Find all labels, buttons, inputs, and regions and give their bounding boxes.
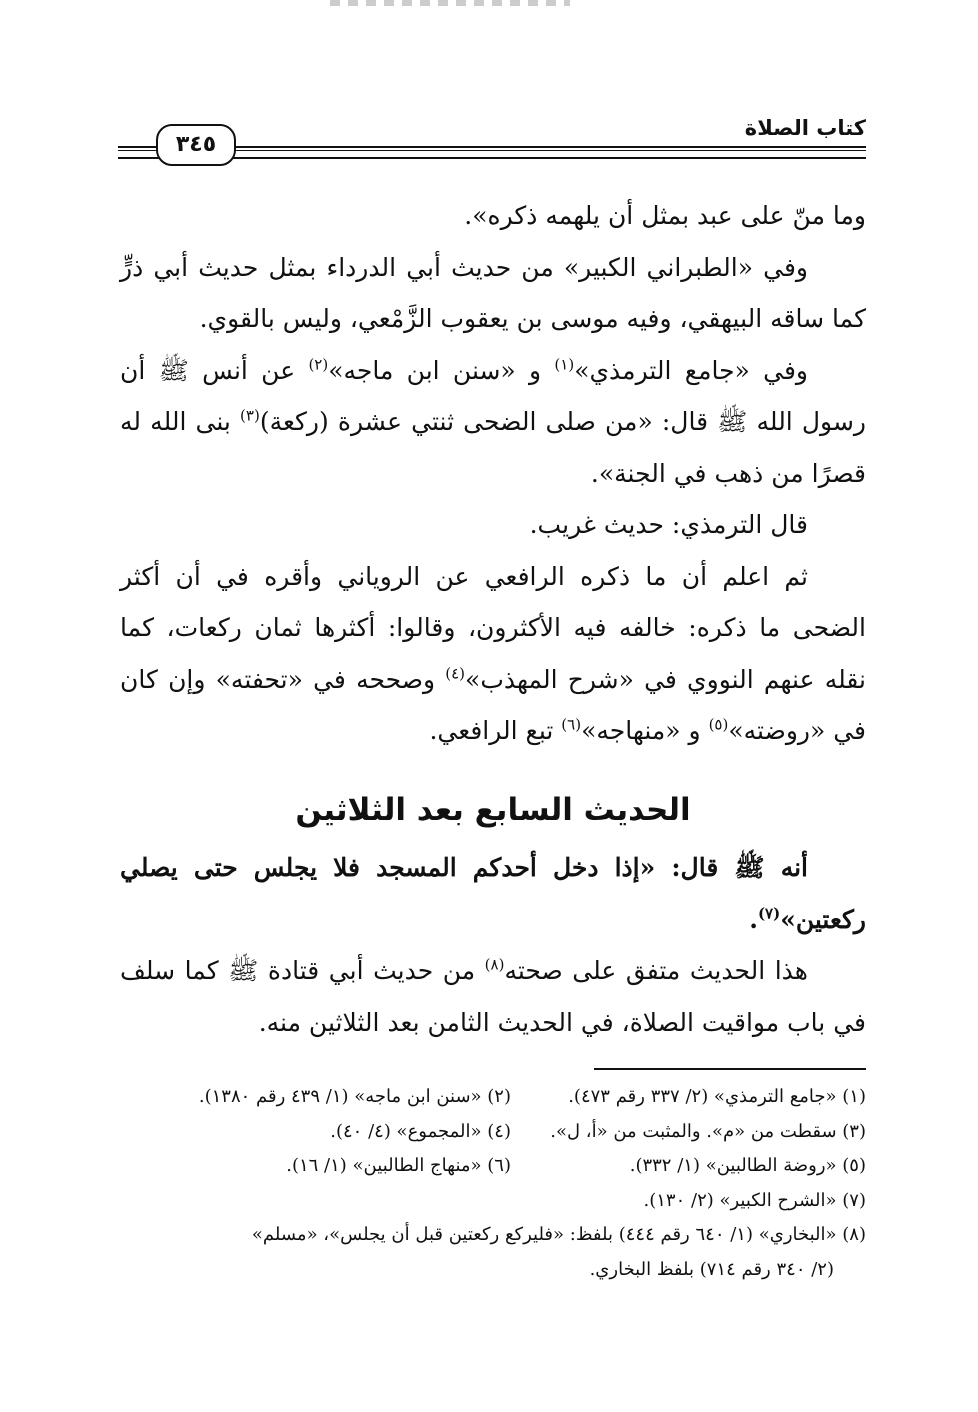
footnote-row <box>110 1115 866 1150</box>
footnote-ref-7[interactable]: (٧) <box>757 904 781 923</box>
text-segment: من حديث أبي قتادة ﷺ كما سلف في باب مواقيت الصلاة، في الحديث الثامن بعد الثلاثين منه. <box>120 956 866 1037</box>
text-segment: وصححه في «تحفته» وإن كان في «روضته» <box>120 664 866 745</box>
footnote-ref-8[interactable]: (٨) <box>484 955 505 974</box>
footnote-separator <box>594 1068 866 1070</box>
chapter-title: كتاب الصلاة <box>744 116 866 140</box>
text-segment: هذا الحديث متفق على صحته <box>504 956 808 985</box>
footnote-ref-3[interactable]: (٣) <box>240 406 260 425</box>
text-segment: أنه ﷺ قال: «إذا دخل أحدكم المسجد فلا يجلس حتى يصلي ركعتين» <box>120 853 866 934</box>
hadith-text <box>120 842 866 945</box>
footnote-2: (٢) «سنن ابن ماجه» (١/ ٤٣٩ رقم ١٣٨٠). <box>198 1086 511 1107</box>
footnote-ref-2[interactable]: (٢) <box>308 355 329 374</box>
footnote-row <box>110 1184 866 1219</box>
footnotes <box>110 1080 866 1287</box>
text-segment: وفي «جامع الترمذي» <box>574 355 808 385</box>
text-segment: . <box>749 904 758 934</box>
paragraph-4: قال الترمذي: حديث غريب. <box>529 510 808 539</box>
footnote-8 <box>110 1218 866 1287</box>
footnote-8-line-1: (٨) «البخاري» (١/ ٦٤٠ رقم ٤٤٤) بلفظ: «فليركع ركعتين قبل أن يجلس»، «مسلم» <box>251 1224 866 1245</box>
text-segment: عن أنس ﷺ أن رسول الله ﷺ قال: «من صلى الضحى ثنتي عشرة (ركعة) <box>120 355 866 436</box>
page-number: ٣٤٥ <box>156 124 236 166</box>
footnote-8-line-2: (٢/ ٣٤٠ رقم ٧١٤) بلفظ البخاري. <box>589 1258 834 1280</box>
running-header <box>118 112 866 162</box>
footnote-5: (٥) «روضة الطالبين» (١/ ٣٣٢). <box>629 1155 866 1176</box>
text-segment: ثم اعلم أن ما ذكره الرافعي عن الروياني وأقره في أن أكثر الضحى ما ذكره: خالفه فيه الأكثرون، وقالوا: أكثرها ثمان ركعات، كما نقله عنهم النووي في «شرح المهذب» <box>120 561 866 694</box>
footnote-4: (٤) «المجموع» (٤/ ٤٠). <box>330 1120 511 1142</box>
footnote-row <box>110 1149 866 1184</box>
footnote-row <box>110 1080 866 1115</box>
section-heading: الحديث السابع بعد الثلاثين <box>295 791 691 828</box>
paragraph-3 <box>120 345 866 500</box>
paragraph-5 <box>120 551 866 757</box>
footnote-ref-6[interactable]: (٦) <box>561 715 582 734</box>
footnote-7: (٧) «الشرح الكبير» (٢/ ١٣٠). <box>643 1189 866 1211</box>
footnote-6: (٦) «منهاج الطالبين» (١/ ١٦). <box>286 1155 511 1176</box>
text-segment: بنى الله له قصرًا من ذهب في الجنة». <box>120 407 866 488</box>
text-segment: و «سنن ابن ماجه» <box>328 355 555 385</box>
text-segment: تبع الرافعي. <box>429 716 562 745</box>
text-segment: و «منهاجه» <box>581 716 709 745</box>
footnote-ref-5[interactable]: (٥) <box>708 715 729 734</box>
footnote-3: (٣) سقطت من «م». والمثبت من «أ، ل». <box>550 1120 866 1142</box>
main-text <box>120 190 866 1048</box>
cropped-previous-text <box>330 0 570 6</box>
footnote-ref-4[interactable]: (٤) <box>445 664 466 683</box>
footnote-1: (١) «جامع الترمذي» (٢/ ٣٣٧ رقم ٤٧٣). <box>568 1086 866 1107</box>
paragraph-2: وفي «الطبراني الكبير» من حديث أبي الدرداء بمثل حديث أبي ذرٍّ كما ساقه البيهقي، وفيه موسى بن يعقوب الزَّمْعي، وليس بالقوي. <box>120 252 866 333</box>
paragraph-6 <box>120 945 866 1048</box>
footnote-ref-1[interactable]: (١) <box>554 355 575 374</box>
paragraph-1: وما منّ على عبد بمثل أن يلهمه ذكره». <box>464 201 866 230</box>
